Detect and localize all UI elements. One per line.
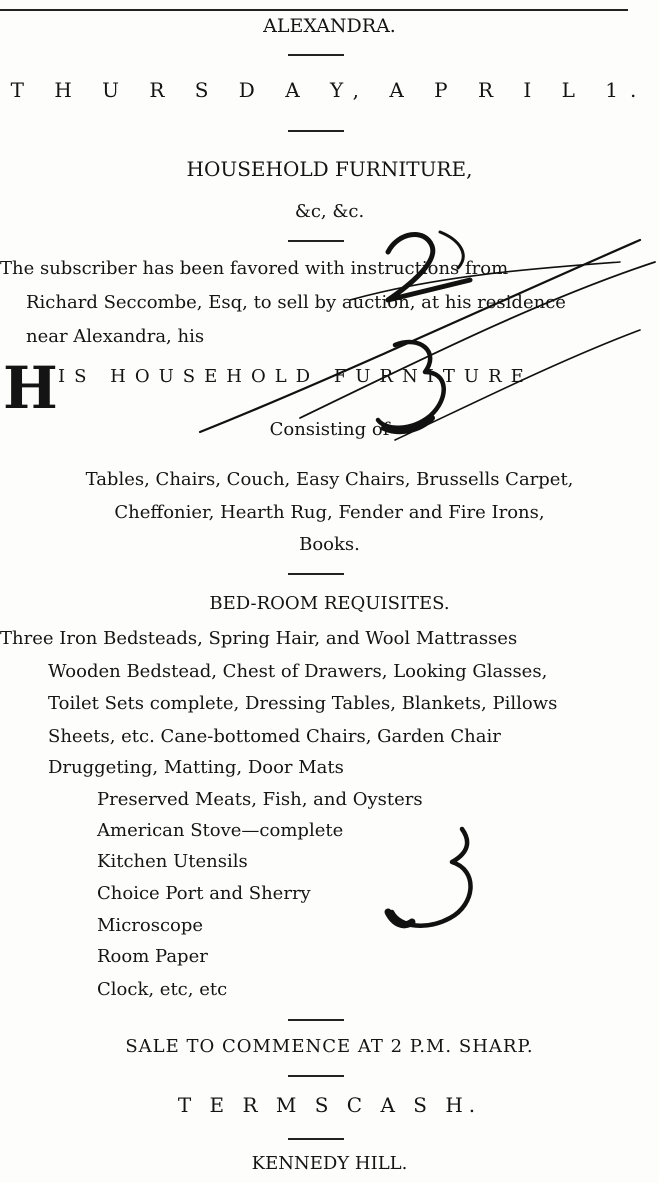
drop-cap: H — [3, 354, 58, 422]
household-caps-line: IS HOUSEHOLD FURNITURE — [58, 366, 533, 387]
crossout-stroke — [300, 262, 655, 418]
divider — [288, 1075, 344, 1077]
item-line: Kitchen Utensils — [97, 851, 248, 872]
item-line: Preserved Meats, Fish, and Oysters — [97, 789, 423, 810]
bedroom-line-1: Three Iron Bedsteads, Spring Hair, and Wool Mattrasses — [0, 628, 518, 649]
top-rule — [0, 9, 628, 11]
date-heading: T H U R S D A Y, A P R I L 1. — [10, 78, 649, 102]
divider — [288, 54, 344, 56]
item-line: American Stove—complete — [97, 820, 344, 841]
intro-line-3: near Alexandra, his — [26, 326, 205, 347]
auctioneer-signature: KENNEDY HILL. — [251, 1153, 408, 1174]
sale-time-line: SALE TO COMMENCE AT 2 P.M. SHARP. — [125, 1036, 534, 1057]
item-line: Microscope — [97, 915, 204, 936]
item-line: Room Paper — [97, 946, 208, 967]
divider — [288, 1138, 344, 1140]
consisting-line: Consisting of — [269, 419, 390, 440]
bedroom-line-5: Druggeting, Matting, Door Mats — [48, 757, 344, 778]
bedroom-line-2: Wooden Bedstead, Chest of Drawers, Looking Glasses, — [48, 661, 548, 682]
furniture-line-1: Tables, Chairs, Couch, Easy Chairs, Brussells Carpet, — [85, 469, 574, 490]
divider — [288, 130, 344, 132]
place-heading: ALEXANDRA. — [263, 15, 396, 37]
furniture-line-3: Books. — [299, 534, 360, 555]
intro-line-2: Richard Seccombe, Esq, to sell by auction, at his residence — [26, 292, 566, 313]
bedroom-line-3: Toilet Sets complete, Dressing Tables, Blankets, Pillows — [48, 693, 558, 714]
item-line: Clock, etc, etc — [97, 979, 228, 1000]
item-line: Choice Port and Sherry — [97, 883, 311, 904]
terms-line: T E R M S C A S H. — [177, 1093, 482, 1117]
bedroom-heading: BED-ROOM REQUISITES. — [209, 593, 450, 614]
divider — [288, 1019, 344, 1021]
intro-line-1: The subscriber has been favored with instructions from — [0, 258, 509, 279]
bedroom-line-4: Sheets, etc. Cane-bottomed Chairs, Garden Chair — [48, 726, 501, 747]
title-heading: HOUSEHOLD FURNITURE, — [186, 157, 473, 181]
furniture-line-2: Cheffonier, Hearth Rug, Fender and Fire Irons, — [114, 502, 545, 523]
divider — [288, 573, 344, 575]
etc-line: &c, &c. — [294, 201, 365, 222]
divider — [288, 240, 344, 242]
